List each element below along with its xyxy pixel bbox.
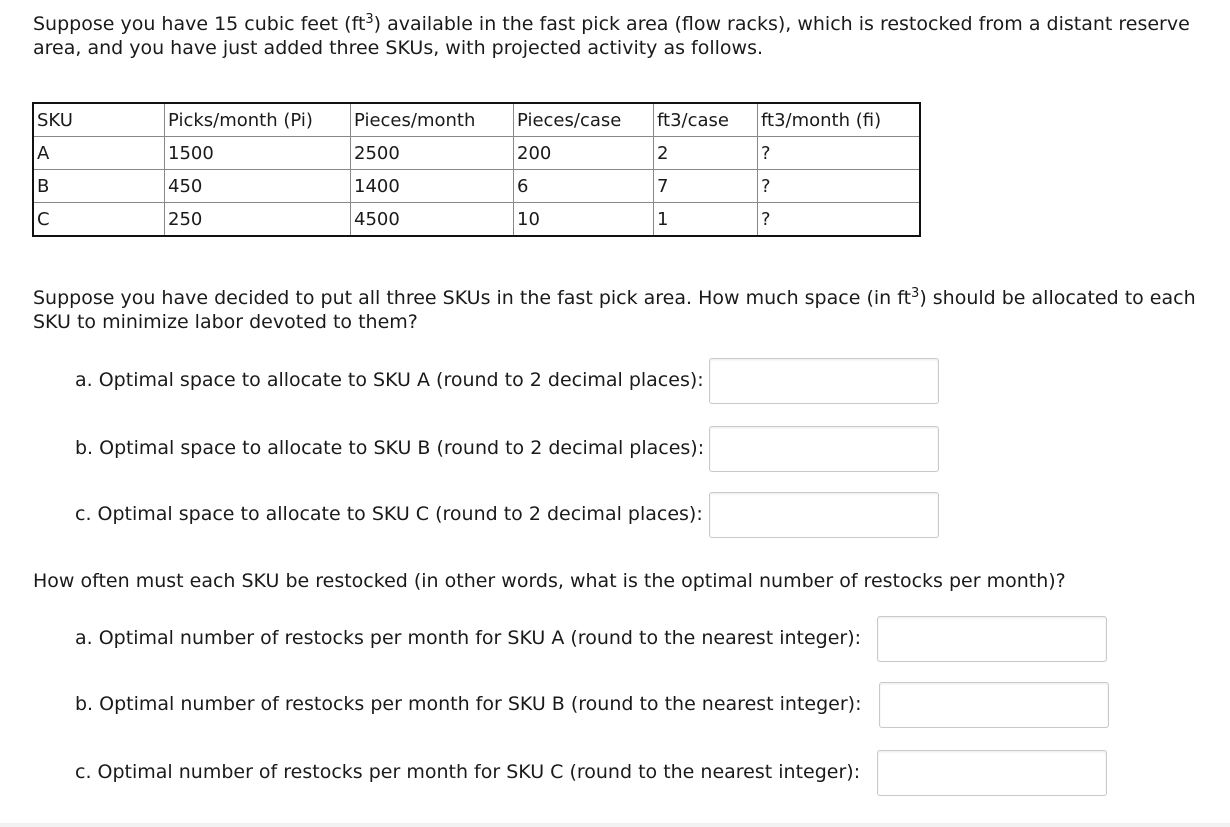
- restock-question-a-label: a. Optimal number of restocks per month for SKU A (round to the nearest integer):: [75, 627, 862, 649]
- space-question-text-2: ) should be allocated to each SKU to minimize labor devoted to them?: [33, 287, 1196, 333]
- table-row: [33, 203, 920, 237]
- problem-intro: [33, 12, 1213, 60]
- table-header-row: [33, 103, 920, 137]
- space-question-a-label: a. Optimal space to allocate to SKU A (round to 2 decimal places):: [75, 369, 704, 391]
- page-bottom-divider: [0, 823, 1230, 827]
- intro-text-1: Suppose you have 15 cubic feet (ft: [33, 13, 366, 35]
- header-sku: SKU: [33, 103, 165, 137]
- table-row: [33, 137, 920, 170]
- cell-sku: C: [33, 203, 165, 237]
- cell-picks-month: 250: [165, 203, 351, 237]
- cell-pieces-case: 6: [514, 170, 654, 203]
- cell-ft3-month: ?: [758, 170, 921, 203]
- space-question-c-label: c. Optimal space to allocate to SKU C (round to 2 decimal places):: [75, 503, 703, 525]
- space-question: [33, 286, 1223, 334]
- header-pieces-month: Pieces/month: [351, 103, 514, 137]
- space-a-input[interactable]: [709, 358, 939, 404]
- intro-text-2: ) available in the fast pick area (flow racks), which is restocked from a distant reserve area, and you have just added three SKUs, with projected activity as follows.: [33, 13, 1190, 59]
- cell-picks-month: 1500: [165, 137, 351, 170]
- restock-c-input[interactable]: [877, 750, 1107, 796]
- intro-superscript: 3: [365, 12, 374, 27]
- space-c-input[interactable]: [709, 492, 939, 538]
- restock-b-input[interactable]: [879, 682, 1109, 728]
- cell-pieces-case: 10: [514, 203, 654, 237]
- header-ft3-month: ft3/month (fi): [758, 103, 921, 137]
- header-picks-month: Picks/month (Pi): [165, 103, 351, 137]
- cell-pieces-month: 2500: [351, 137, 514, 170]
- cell-ft3-case: 2: [654, 137, 758, 170]
- space-question-b-label: b. Optimal space to allocate to SKU B (round to 2 decimal places):: [75, 437, 705, 459]
- cell-picks-month: 450: [165, 170, 351, 203]
- cell-ft3-case: 7: [654, 170, 758, 203]
- cell-sku: A: [33, 137, 165, 170]
- sku-activity-table: [32, 102, 921, 237]
- header-pieces-case: Pieces/case: [514, 103, 654, 137]
- table-row: [33, 170, 920, 203]
- restock-question-b-label: b. Optimal number of restocks per month for SKU B (round to the nearest integer):: [75, 693, 862, 715]
- restock-a-input[interactable]: [877, 616, 1107, 662]
- restock-question-c-label: c. Optimal number of restocks per month for SKU C (round to the nearest integer):: [75, 761, 861, 783]
- cell-pieces-case: 200: [514, 137, 654, 170]
- cell-pieces-month: 1400: [351, 170, 514, 203]
- cell-pieces-month: 4500: [351, 203, 514, 237]
- cell-ft3-month: ?: [758, 137, 921, 170]
- header-ft3-case: ft3/case: [654, 103, 758, 137]
- cell-sku: B: [33, 170, 165, 203]
- cell-ft3-month: ?: [758, 203, 921, 237]
- cell-ft3-case: 1: [654, 203, 758, 237]
- space-b-input[interactable]: [709, 426, 939, 472]
- space-question-text-1: Suppose you have decided to put all three SKUs in the fast pick area. How much space (in ft: [33, 287, 912, 309]
- restock-question: How often must each SKU be restocked (in other words, what is the optimal number of restocks per month)?: [33, 570, 1066, 592]
- space-question-superscript: 3: [911, 286, 920, 301]
